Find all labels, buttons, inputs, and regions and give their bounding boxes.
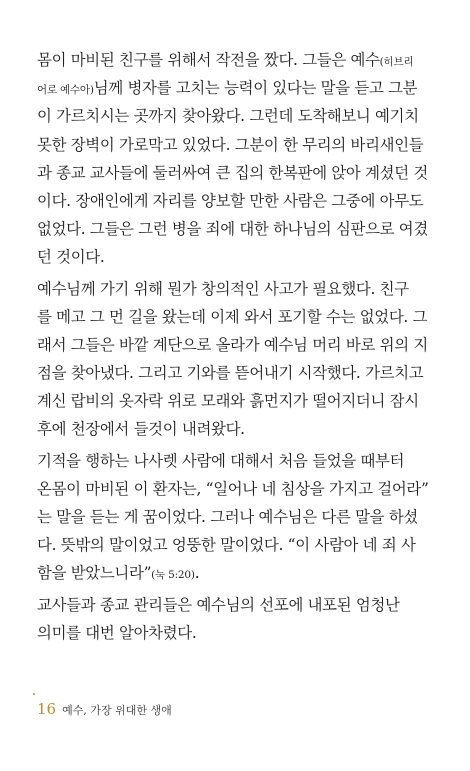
text-line: 다. 뜻밖의 말이었고 엉뚱한 말이었다. “이 사람아 네 죄 사: [37, 536, 416, 555]
text-line: 교사들과 종교 관리들은 예수님의 선포에 내포된 엄청난: [37, 595, 400, 614]
paragraph: [37, 46, 437, 272]
page-number: 16: [37, 700, 57, 718]
text-line: 후에 천장에서 들것이 내려왔다.: [37, 420, 245, 439]
paragraph: [37, 591, 437, 647]
text-line: 는 말을 듣는 게 꿈이었다. 그러나 예수님은 다른 말을 하셨: [37, 508, 418, 526]
text-line: 과 종교 교사들에 둘러싸여 큰 집의 한복판에 앉아 계셨던 것: [37, 163, 428, 182]
text-line: 기적을 행하는 나사렛 사람에 대해서 처음 들었을 때부터: [37, 451, 405, 470]
paragraph: [37, 447, 437, 588]
text-line: 래서 그들은 바깥 계단으로 올라가 예수님 머리 바로 위의 지: [37, 335, 428, 354]
body-text: [37, 46, 437, 647]
text-line: 어로 예수아)님께 병자를 고치는 능력이 있다는 말을 듣고 그분: [37, 79, 418, 98]
text-line: 없었다. 그들은 그런 병을 죄에 대한 하나님의 심판으로 여겼: [37, 220, 428, 239]
text-line: 못한 장벽이 가로막고 있었다. 그분이 한 무리의 바리새인들: [37, 135, 424, 154]
text-line: 계신 랍비의 옷자락 위로 모래와 흙먼지가 떨어지더니 잠시: [37, 392, 419, 411]
text-line: 몸이 마비된 친구를 위해서 작전을 짰다. 그들은 예수(히브리: [37, 51, 414, 69]
text-line: 이다. 장애인에게 자리를 양보할 만한 사람은 그중에 아무도: [37, 191, 424, 210]
text-line: 점을 찾아냈다. 그리고 기와를 뜯어내기 시작했다. 가르치고: [37, 364, 424, 383]
bible-reference: (눅 5:20): [151, 569, 195, 582]
text-line: 온몸이 마비된 이 환자는, “일어나 네 침상을 가지고 걸어라”: [37, 479, 429, 498]
text-line: 이 가르치시는 곳까지 찾아왔다. 그런데 도착해보니 예기치: [37, 107, 419, 126]
paragraph: [37, 275, 437, 444]
text-line: 던 것이다.: [37, 248, 105, 267]
text-line: 를 메고 그 먼 길을 왔는데 이제 와서 포기할 수는 없었다. 그: [37, 307, 428, 326]
text-line: 함을 받았느니라”(눅 5:20).: [37, 564, 200, 583]
text-line: 예수님께 가기 위해 뭔가 창의적인 사고가 필요했다. 친구: [37, 279, 409, 298]
running-title: 예수, 가장 위대한 생애: [62, 704, 172, 717]
page-footer: [37, 700, 172, 718]
text-line: 의미를 대번 알아차렸다.: [37, 623, 197, 642]
footer-dot-ornament: [33, 693, 35, 695]
